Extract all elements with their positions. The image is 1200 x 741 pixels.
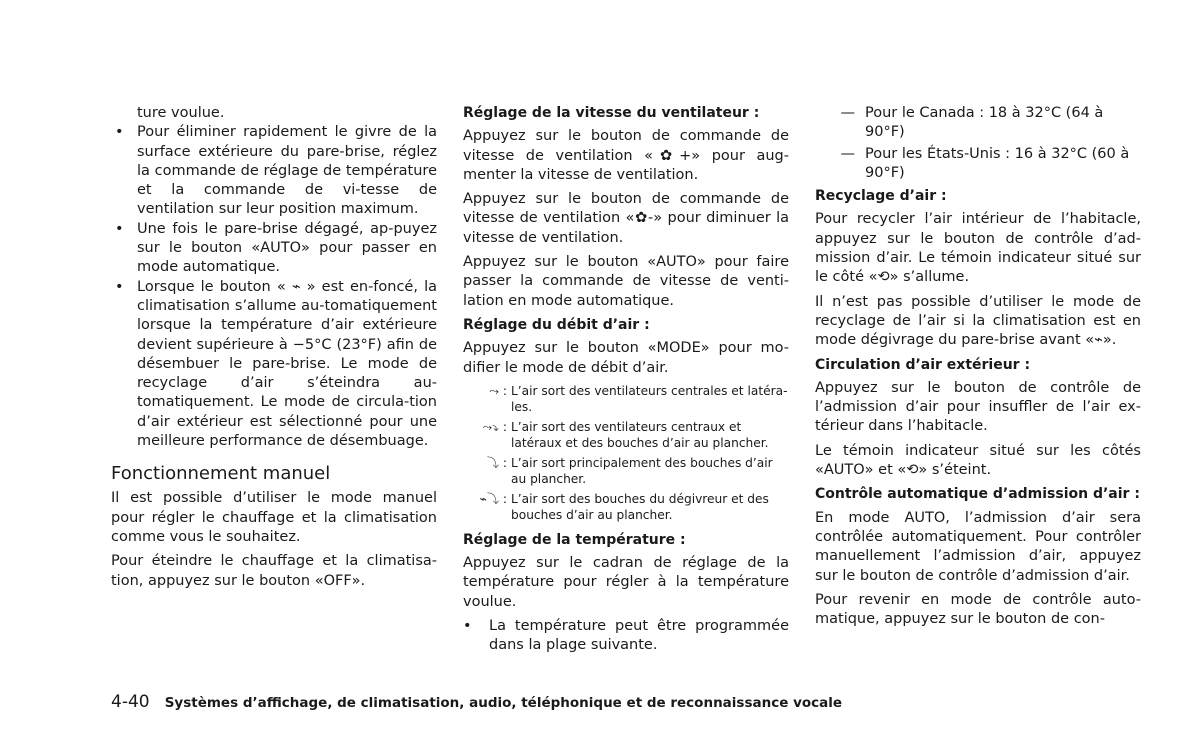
vent-floor-icon: ⤵ : (486, 455, 507, 470)
bullet-icon: • (115, 220, 124, 237)
vent-face-icon: ⤳ : (489, 383, 507, 398)
page-footer (111, 692, 842, 712)
bullet-icon: • (115, 278, 124, 295)
paragraph: Il n’est pas possible d’utiliser le mode de recyclage de l’air si la climatisation est en mode dégivrage du pare-brise avant «⌁». (815, 293, 1141, 349)
paragraph: Appuyez sur le bouton de contrôle de l’admission d’air pour insuffler de l’air ex-térieur dans l’habitacle. (815, 379, 1141, 435)
section-heading: Fonctionnement manuel (111, 463, 331, 485)
vent-bilevel-icon: ⤳⤵ : (482, 419, 507, 434)
paragraph: Appuyez sur le bouton «MODE» pour mo-difier le mode de débit d’air. (463, 340, 789, 376)
footer-title: Systèmes d’affichage, de climatisation, audio, téléphonique et de reconnaissance vocale (164, 695, 843, 711)
list-item: ⤳⤵ : L’air sort des ventilateurs centraux et latéraux et des bouches d’air au plancher. (463, 419, 789, 451)
dash-icon: — (840, 145, 855, 162)
subheading-auto-intake: Contrôle automatique d’admission d’air : (815, 486, 1140, 503)
list-item: • Lorsque le bouton « ⌁ » est en-foncé, la climatisation s’allume au-tomatiquement lorsque la température d’air extérieure devient supérieure à −5°C (23°F) afin de désembuer le pare-brise. Le mode de recyclage d’air s’éteindra au-tomatiquement. Le mode de circula-tion d’air extérieur est sélectionné pour une meilleure performance de désembuage. (111, 278, 437, 452)
list-item: ⤳ : L’air sort des ventilateurs centrales et latéra-les. (463, 383, 789, 415)
dash-icon: — (840, 105, 855, 121)
subheading-recirculation: Recyclage d’air : (815, 188, 947, 205)
paragraph: Appuyez sur le bouton «AUTO» pour faire passer la commande de vitesse de venti-lation en mode automatique. (463, 254, 789, 309)
paragraph: Appuyez sur le bouton de commande de vitesse de ventilation «✿+» pour aug-menter la vitesse de ventilation. (463, 128, 789, 183)
list-item: ⌁⤵ : L’air sort des bouches du dégivreur et des bouches d’air au plancher. (463, 491, 789, 523)
column-middle (463, 104, 789, 656)
list-item: • Une fois le pare-brise dégagé, ap-puyez sur le bouton «AUTO» pour passer en mode automatique. (111, 220, 437, 278)
continued-text: ture voulue. (137, 105, 225, 121)
paragraph: Le témoin indicateur situé sur les côtés «AUTO» et «⟲» s’éteint. (815, 442, 1141, 479)
subheading-airflow: Réglage du débit d’air : (463, 316, 650, 333)
list-item: • Pour éliminer rapidement le givre de la surface extérieure du pare-brise, réglez la commande de réglage de température et la commande de vi-tesse de ventilation sur leur position maximum. (111, 123, 437, 219)
subheading-fan-speed: Réglage de la vitesse du ventilateur : (463, 105, 760, 121)
paragraph: Pour revenir en mode de contrôle auto-matique, appuyez sur le bouton de con- (815, 591, 1141, 628)
list-item: — Pour les États-Unis : 16 à 32°C (60 à 90°F) (815, 145, 1141, 184)
paragraph: Pour recycler l’air intérieur de l’habitacle, appuyez sur le bouton de contrôle d’ad-mission d’air. Le témoin indicateur situé sur le côté «⟲» s’allume. (815, 211, 1141, 286)
list-item: — Pour le Canada : 18 à 32°C (64 à 90°F) (815, 104, 1141, 143)
bullet-icon: • (463, 618, 472, 635)
paragraph: En mode AUTO, l’admission d’air sera contrôlée automatiquement. Pour contrôler manuellement l’admission d’air, appuyez sur le bouton de contrôle d’admission d’air. (815, 509, 1141, 584)
column-right (815, 104, 1141, 634)
paragraph: Il est possible d’utiliser le mode manuel pour régler le chauffage et la climatisation comme vous le souhaitez. (111, 490, 437, 545)
paragraph: Pour éteindre le chauffage et la climatisa-tion, appuyez sur le bouton «OFF». (111, 553, 437, 589)
subheading-temperature: Réglage de la température : (463, 531, 686, 548)
paragraph: Appuyez sur le cadran de réglage de la température pour régler à la température voulue. (463, 555, 789, 610)
subheading-outside-air: Circulation d’air extérieur : (815, 356, 1031, 373)
column-left (111, 104, 437, 596)
vent-defrost-floor-icon: ⌁⤵ : (479, 491, 507, 506)
page-number: 4-40 (111, 692, 150, 712)
list-item: ⤵ : L’air sort principalement des bouches d’air au plancher. (463, 455, 789, 487)
bullet-icon: • (115, 124, 124, 141)
list-item: • La température peut être programmée dans la plage suivante. (463, 617, 789, 656)
paragraph: Appuyez sur le bouton de commande de vitesse de ventilation «✿-» pour diminuer la vitesse de ventilation. (463, 191, 789, 246)
